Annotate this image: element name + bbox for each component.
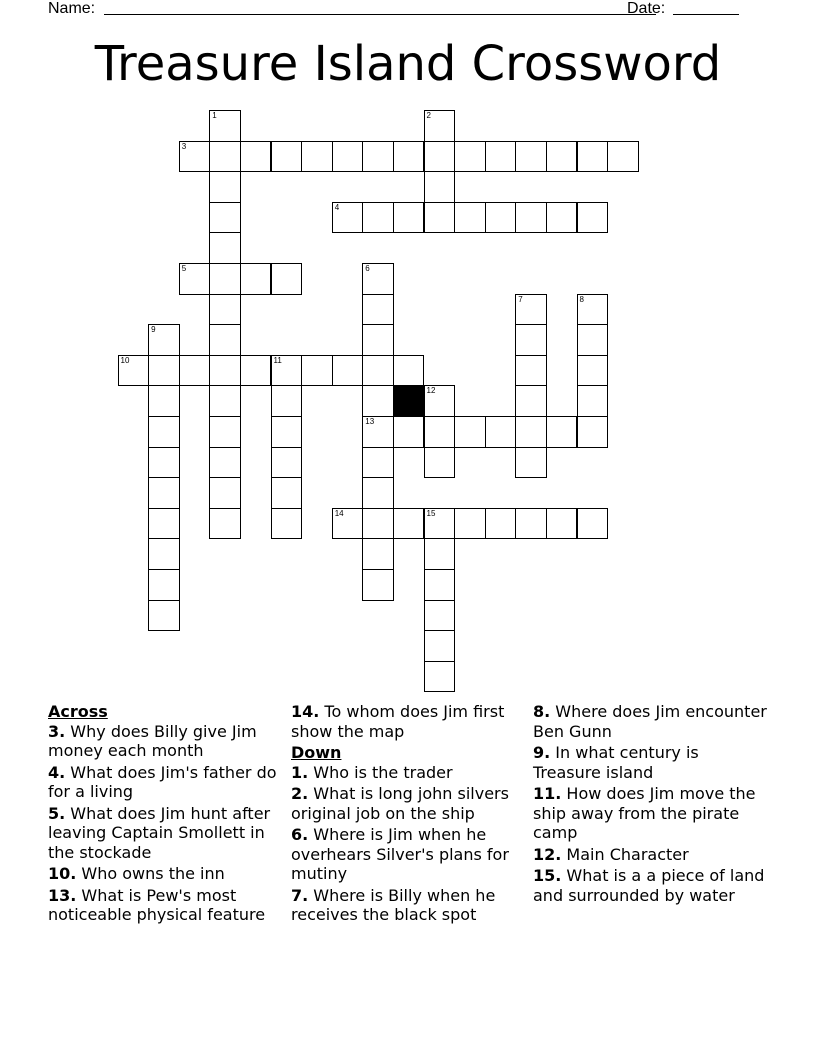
grid-cell[interactable]	[118, 355, 150, 387]
grid-cell[interactable]	[362, 141, 394, 173]
clue-item	[533, 866, 769, 905]
clue-item-text: What does Jim's father do for a living	[48, 762, 277, 801]
grid-cell[interactable]	[515, 416, 547, 448]
grid-cell[interactable]	[393, 202, 425, 234]
grid-cell[interactable]	[209, 416, 241, 448]
clue-item-text: Where does Jim encounter Ben Gunn	[533, 702, 767, 741]
clue-item-text: To whom does Jim first show the map	[291, 702, 505, 741]
clue-number: 7	[518, 294, 523, 304]
grid-cell[interactable]	[424, 600, 456, 632]
grid-cell[interactable]	[209, 385, 241, 417]
down-clue-list	[291, 763, 527, 925]
grid-cell[interactable]	[577, 324, 609, 356]
clue-item-text: What is long john silvers original job on the ship	[291, 784, 509, 823]
clue-number: 11	[273, 355, 282, 365]
grid-cell[interactable]	[393, 141, 425, 173]
grid-cell[interactable]	[454, 508, 486, 540]
grid-cell[interactable]	[332, 141, 364, 173]
grid-cell[interactable]	[148, 447, 180, 479]
grid-cell[interactable]	[515, 294, 547, 326]
grid-cell[interactable]	[332, 202, 364, 234]
grid-cell[interactable]	[485, 416, 517, 448]
grid-cell[interactable]	[271, 477, 303, 509]
grid-cell[interactable]	[515, 324, 547, 356]
grid-cell[interactable]	[209, 508, 241, 540]
grid-cell[interactable]	[424, 508, 456, 540]
grid-cell[interactable]	[148, 477, 180, 509]
grid-cell[interactable]	[148, 385, 180, 417]
clue-item-text: Where is Billy when he receives the black spot	[291, 885, 496, 924]
grid-cell[interactable]	[148, 355, 180, 387]
grid-cell[interactable]	[148, 416, 180, 448]
clue-item-number: 9.	[533, 743, 551, 762]
clue-item	[291, 702, 527, 741]
clue-item-number: 13.	[48, 885, 77, 905]
grid-cell[interactable]	[271, 263, 303, 295]
grid-cell[interactable]	[179, 263, 211, 295]
grid-cell[interactable]	[240, 355, 272, 387]
grid-cell[interactable]	[271, 508, 303, 540]
grid-cell[interactable]	[577, 355, 609, 387]
grid-cell[interactable]	[271, 447, 303, 479]
grid-cell[interactable]	[485, 202, 517, 234]
grid-cell[interactable]	[454, 141, 486, 173]
grid-cell[interactable]	[424, 385, 456, 417]
clue-item-number: 6.	[291, 825, 309, 844]
grid-cell[interactable]	[546, 508, 578, 540]
grid-cell[interactable]	[362, 508, 394, 540]
clue-number: 5	[181, 264, 187, 273]
clue-item-number: 14.	[291, 702, 320, 721]
grid-cell[interactable]	[424, 569, 456, 601]
grid-cell[interactable]	[577, 202, 609, 234]
clue-item	[48, 886, 278, 925]
clue-item	[533, 845, 769, 865]
grid-cell[interactable]	[362, 355, 394, 387]
grid-cell[interactable]	[271, 385, 303, 417]
grid-cell[interactable]	[515, 385, 547, 417]
grid-cell[interactable]	[577, 416, 609, 448]
grid-cell[interactable]	[179, 141, 211, 173]
grid-cell[interactable]	[515, 202, 547, 234]
grid-cell[interactable]	[362, 324, 394, 356]
grid-cell[interactable]	[209, 324, 241, 356]
grid-cell[interactable]	[271, 416, 303, 448]
grid-cell[interactable]	[424, 538, 456, 570]
across-clue-list	[48, 722, 278, 925]
clue-item	[48, 864, 278, 884]
grid-cell[interactable]	[393, 508, 425, 540]
grid-cell[interactable]	[546, 202, 578, 234]
clue-item-number: 5.	[48, 803, 66, 823]
clues-column-2	[291, 702, 527, 927]
grid-cell[interactable]	[546, 416, 578, 448]
grid-cell[interactable]	[424, 447, 456, 479]
clue-item-text: Where is Jim when he overhears Silver's plans for mutiny	[291, 825, 509, 883]
clue-item-text: What does Jim hunt after leaving Captain Smollett in the stockade	[48, 803, 271, 862]
clue-item-number: 3.	[48, 721, 66, 741]
date-label: Date:	[627, 0, 666, 17]
black-cell	[393, 385, 425, 417]
clue-item	[291, 825, 527, 884]
clue-item-text: Who is the trader	[308, 762, 453, 782]
grid-cell[interactable]	[362, 416, 394, 448]
clues-column-1	[48, 702, 278, 927]
grid-cell[interactable]	[424, 630, 456, 662]
down-clue-list-continued	[533, 702, 769, 905]
grid-cell[interactable]	[485, 141, 517, 173]
across-clue-list-continued	[291, 702, 527, 741]
clue-item-text: In what century is Treasure island	[533, 743, 699, 782]
clue-item-text: Main Character	[561, 844, 689, 864]
grid-cell[interactable]	[577, 141, 609, 173]
grid-cell[interactable]	[362, 477, 394, 509]
clue-item	[291, 886, 527, 925]
grid-cell[interactable]	[148, 569, 180, 601]
page-title: Treasure Island Crossword	[94, 36, 722, 92]
grid-cell[interactable]	[148, 600, 180, 632]
clue-number: 13	[365, 417, 375, 426]
clue-item-number: 1.	[291, 762, 309, 782]
clue-item-number: 15.	[533, 866, 562, 885]
grid-cell[interactable]	[515, 447, 547, 479]
clue-number: 4	[334, 202, 340, 212]
clue-item-number: 12.	[533, 844, 562, 864]
grid-cell[interactable]	[209, 141, 241, 173]
clue-item	[291, 763, 527, 783]
grid-cell[interactable]	[148, 538, 180, 570]
grid-cell[interactable]	[577, 385, 609, 417]
grid-cell[interactable]	[209, 294, 241, 326]
clue-number: 15	[426, 508, 436, 518]
grid-cell[interactable]	[209, 110, 241, 142]
clue-item	[291, 784, 527, 823]
grid-cell[interactable]	[607, 141, 639, 173]
grid-cell[interactable]	[515, 355, 547, 387]
clue-item	[533, 743, 769, 782]
grid-cell[interactable]	[362, 538, 394, 570]
grid-cell[interactable]	[546, 141, 578, 173]
grid-cell[interactable]	[424, 202, 456, 234]
grid-cell[interactable]	[424, 171, 456, 203]
clue-item-text: How does Jim move the ship away from the pirate camp	[533, 784, 756, 842]
clue-item-number: 4.	[48, 762, 66, 782]
grid-cell[interactable]	[424, 141, 456, 173]
grid-cell[interactable]	[454, 416, 486, 448]
clues-column-3	[533, 702, 769, 907]
clue-number: 14	[334, 508, 344, 518]
grid-cell[interactable]	[209, 202, 241, 234]
clue-item-text: What is a a piece of land and surrounded by water	[533, 866, 765, 905]
grid-cell[interactable]	[148, 324, 180, 356]
clue-item-text: Who owns the inn	[76, 864, 225, 883]
clue-item-text: What is Pew's most noticeable physical feature	[48, 885, 266, 924]
clue-number: 9	[151, 325, 156, 335]
grid-cell[interactable]	[148, 508, 180, 540]
grid-cell[interactable]	[362, 263, 394, 295]
clue-item-number: 7.	[291, 885, 309, 905]
grid-cell[interactable]	[332, 355, 364, 387]
grid-cell[interactable]	[271, 141, 303, 173]
clue-item-number: 2.	[291, 784, 309, 803]
grid-cell[interactable]	[362, 202, 394, 234]
grid-cell[interactable]	[240, 263, 272, 295]
clue-number: 6	[365, 264, 370, 273]
grid-cell[interactable]	[362, 294, 394, 326]
clue-number: 2	[426, 111, 431, 120]
clue-item	[48, 804, 278, 863]
grid-cell[interactable]	[209, 263, 241, 295]
grid-cell[interactable]	[393, 416, 425, 448]
grid-cell[interactable]	[515, 508, 547, 540]
clue-item-text: Why does Billy give Jim money each month	[48, 721, 257, 760]
grid-cell[interactable]	[179, 355, 211, 387]
grid-cell[interactable]	[424, 110, 456, 142]
grid-cell[interactable]	[209, 232, 241, 264]
clue-number: 8	[579, 294, 584, 304]
clue-number: 12	[426, 386, 436, 396]
grid-cell[interactable]	[424, 416, 456, 448]
grid-cell[interactable]	[515, 141, 547, 173]
grid-cell[interactable]	[209, 447, 241, 479]
grid-cell[interactable]	[240, 141, 272, 173]
grid-cell[interactable]	[424, 661, 456, 693]
grid-cell[interactable]	[209, 477, 241, 509]
clue-number: 10	[120, 355, 130, 365]
grid-cell[interactable]	[485, 508, 517, 540]
down-heading: Down	[291, 743, 342, 762]
clue-item	[48, 722, 278, 761]
grid-cell[interactable]	[577, 508, 609, 540]
grid-cell[interactable]	[301, 355, 333, 387]
grid-cell[interactable]	[362, 447, 394, 479]
name-label: Name:	[48, 0, 96, 17]
clue-item	[533, 784, 769, 843]
grid-cell[interactable]	[454, 202, 486, 234]
clue-item	[48, 763, 278, 802]
grid-cell[interactable]	[209, 171, 241, 203]
grid-cell[interactable]	[271, 355, 303, 387]
grid-cell[interactable]	[332, 508, 364, 540]
clue-number: 1	[212, 111, 217, 120]
grid-cell[interactable]	[301, 141, 333, 173]
across-heading: Across	[48, 702, 108, 721]
grid-cell[interactable]	[577, 294, 609, 326]
grid-cell[interactable]	[209, 355, 241, 387]
clue-item	[533, 702, 769, 741]
clue-item-number: 11.	[533, 784, 562, 803]
grid-cell[interactable]	[393, 355, 425, 387]
clue-item-number: 8.	[533, 702, 551, 721]
clue-number: 3	[181, 141, 187, 151]
clue-item-number: 10.	[48, 864, 77, 883]
grid-cell[interactable]	[362, 385, 394, 417]
grid-cell[interactable]	[362, 569, 394, 601]
